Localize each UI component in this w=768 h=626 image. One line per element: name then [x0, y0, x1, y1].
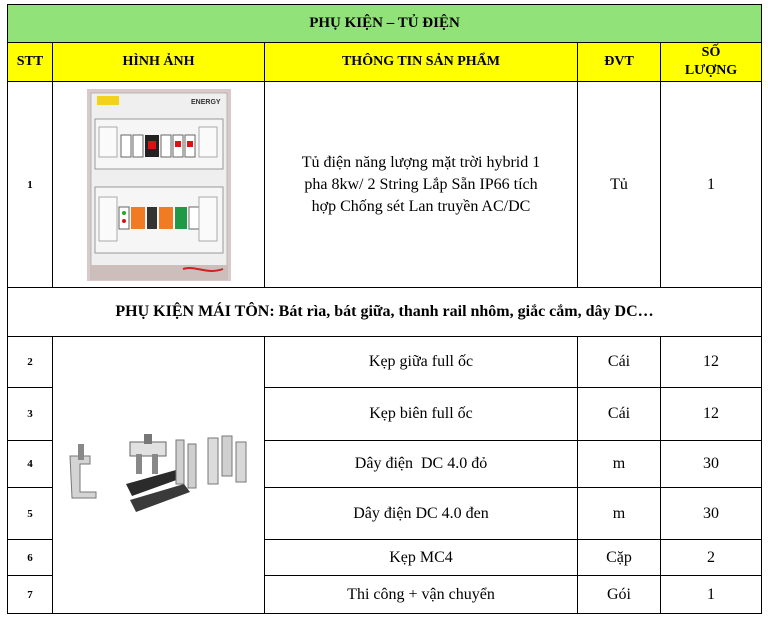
row-stt: 1: [8, 82, 53, 288]
header-image: HÌNH ẢNH: [53, 43, 265, 82]
section-title: PHỤ KIỆN MÁI TÔN: Bát rìa, bát giữa, thanh rail nhôm, giắc cắm, dây DC…: [8, 288, 762, 337]
row-info: Kẹp giữa full ốc: [265, 337, 578, 388]
row-unit: Cặp: [578, 540, 661, 576]
row-stt: 7: [8, 576, 53, 614]
row-qty: 1: [661, 576, 762, 614]
row-stt: 4: [8, 441, 53, 488]
row-stt: 5: [8, 488, 53, 540]
table-row: [8, 82, 762, 288]
row-stt: 2: [8, 337, 53, 388]
row-info: Dây điện DC 4.0 đen: [265, 488, 578, 540]
product-table: [7, 4, 762, 614]
header-qty-line1: SỐ: [701, 45, 721, 60]
header-qty-line2: LƯỢNG: [684, 63, 738, 78]
row-unit: Cái: [578, 388, 661, 441]
row-info-line2: pha 8kw/ 2 String Lắp Sẵn IP66 tích: [304, 175, 538, 193]
row-info: Kẹp MC4: [265, 540, 578, 576]
row-info: Thi công + vận chuyển: [265, 576, 578, 614]
header-qty: [661, 43, 762, 82]
row-unit: m: [578, 441, 661, 488]
row-qty: 30: [661, 441, 762, 488]
row-stt: 6: [8, 540, 53, 576]
header-stt: STT: [8, 43, 53, 82]
row-qty: 12: [661, 388, 762, 441]
row-qty: 2: [661, 540, 762, 576]
header-row: [8, 43, 762, 82]
row-info-line3: hợp Chống sét Lan truyền AC/DC: [311, 197, 531, 215]
table-row: [8, 337, 762, 388]
row-qty: 12: [661, 337, 762, 388]
mounting-accessories-picture: [66, 434, 252, 516]
row-stt: 3: [8, 388, 53, 441]
cabinet-brand-label: ENERGY: [190, 98, 221, 106]
row-info: Kẹp biên full ốc: [265, 388, 578, 441]
cabinet-image: [53, 82, 265, 288]
row-unit: m: [578, 488, 661, 540]
solar-cabinet-picture: [87, 89, 231, 281]
row-qty: 30: [661, 488, 762, 540]
row-unit: Tủ: [578, 82, 661, 288]
table-title: PHỤ KIỆN – TỦ ĐIỆN: [8, 5, 762, 43]
row-info-line1: Tủ điện năng lượng mặt trời hybrid 1: [301, 153, 541, 171]
header-unit: ĐVT: [578, 43, 661, 82]
row-info: Dây điện DC 4.0 đỏ: [265, 441, 578, 488]
row-unit: Gói: [578, 576, 661, 614]
header-info: THÔNG TIN SẢN PHẨM: [265, 43, 578, 82]
accessories-image: [53, 337, 265, 614]
row-qty: 1: [661, 82, 762, 288]
row-info: [265, 82, 578, 288]
row-unit: Cái: [578, 337, 661, 388]
